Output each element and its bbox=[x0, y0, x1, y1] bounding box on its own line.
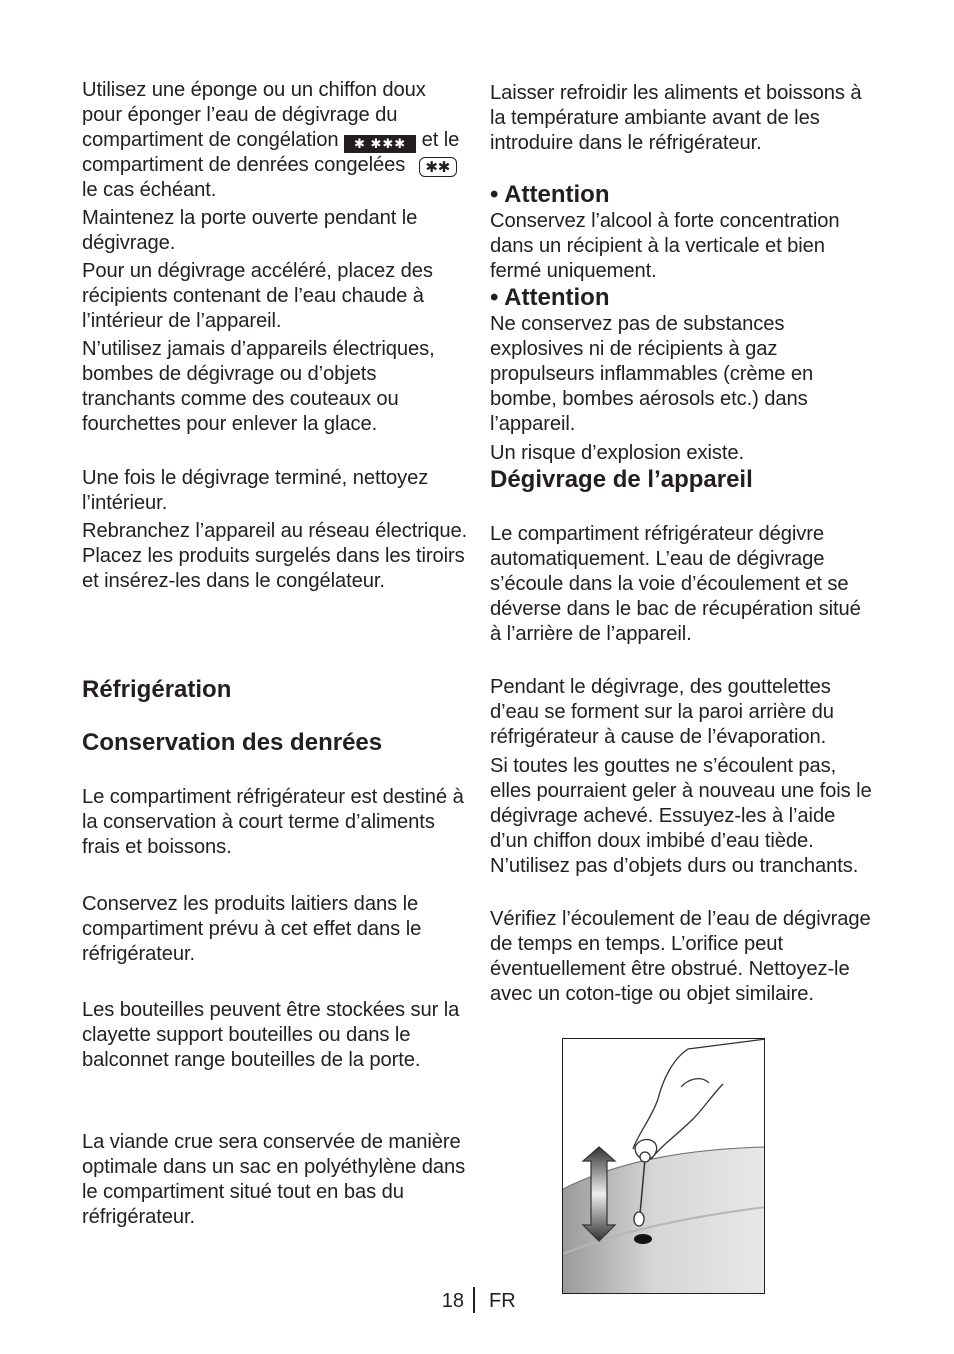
paragraph-wipe: Si toutes les gouttes ne s’écoulent pas, elles pourraient geler à nouveau une fois le dégivrage achevé. Essuyez-les à l’aide d’un chiffon doux imbibé d’eau tiède. N’utilisez pas d’objets durs ou tranchants. bbox=[490, 755, 872, 877]
language-code: FR bbox=[489, 1290, 516, 1312]
paragraph-explosion-risk: Un risque d’explosion existe. bbox=[490, 442, 745, 464]
paragraph-clean: Une fois le dégivrage terminé, nettoyez l’intérieur. bbox=[82, 467, 429, 514]
attention-text-1: Conservez l’alcool à forte concentration dans un récipient à la verticale et bien fermé uniquement. bbox=[490, 210, 840, 282]
attention-heading-2: • Attention bbox=[490, 284, 610, 311]
frozen-two-star-icon: ✱✱ bbox=[419, 157, 457, 177]
drain-cleaning-illustration bbox=[562, 1038, 765, 1294]
paragraph-reconnect: Rebranchez l’appareil au réseau électrique. Placez les produits surgelés dans les tiroirs et insérez-les dans le congélateur. bbox=[82, 520, 468, 592]
paragraph-bottles: Les bouteilles peuvent être stockées sur la clayette support bouteilles ou dans le balconnet range bouteilles de la porte. bbox=[82, 999, 460, 1071]
paragraph-auto-defrost: Le compartiment réfrigérateur dégivre automatiquement. L’eau de dégivrage s’écoule dans la voie d’écoulement et se déverse dans le bac de récupération situé à l’arrière de l’appareil. bbox=[490, 523, 861, 645]
heading-refrigeration: Réfrigération bbox=[82, 676, 232, 703]
footer-divider bbox=[473, 1287, 475, 1313]
paragraph-droplets: Pendant le dégivrage, des gouttelettes d’eau se forment sur la paroi arrière du réfrigérateur à cause de l’évaporation. bbox=[490, 676, 834, 748]
paragraph-check-drain: Vérifiez l’écoulement de l’eau de dégivrage de temps en temps. L’orifice peut éventuellement être obstrué. Nettoyez-le avec un coton-tige ou objet similaire. bbox=[490, 908, 871, 1005]
drain-cleaning-drawing bbox=[563, 1039, 765, 1294]
paragraph-fridge-purpose: Le compartiment réfrigérateur est destiné à la conservation à court terme d’aliments frais et boissons. bbox=[82, 786, 464, 858]
paragraph-accelerated: Pour un dégivrage accéléré, placez des récipients contenant de l’eau chaude à l’intérieur de l’appareil. bbox=[82, 260, 433, 332]
paragraph-raw-meat: La viande crue sera conservée de manière optimale dans un sac en polyéthylène dans le compartiment situé tout en bas du réfrigérateur. bbox=[82, 1131, 466, 1228]
freezer-three-star-icon: ✱ ✱✱✱ bbox=[344, 135, 416, 153]
paragraph-dairy: Conservez les produits laitiers dans le compartiment prévu à cet effet dans le réfrigérateur. bbox=[82, 893, 422, 965]
paragraph-door-open: Maintenez la porte ouverte pendant le dégivrage. bbox=[82, 207, 418, 254]
heading-conservation: Conservation des denrées bbox=[82, 729, 383, 756]
page-number: 18 bbox=[441, 1290, 464, 1312]
attention-heading-1: • Attention bbox=[490, 181, 610, 208]
page-footer bbox=[0, 1287, 954, 1315]
paragraph-sponge: Utilisez une éponge ou un chiffon doux pour éponger l’eau de dégivrage du compartiment de congélation ✱ ✱✱✱ et le compartiment de denrées congelées ✱✱ le cas échéant. bbox=[82, 79, 460, 201]
paragraph-cool-food: Laisser refroidir les aliments et boissons à la température ambiante avant de les introduire dans le réfrigérateur. bbox=[490, 82, 862, 154]
paragraph-never-use: N’utilisez jamais d’appareils électriques, bombes de dégivrage ou d’objets tranchants comme des couteaux ou fourchettes pour enlever la glace. bbox=[82, 338, 435, 435]
heading-defrost: Dégivrage de l’appareil bbox=[490, 466, 753, 493]
attention-text-2: Ne conservez pas de substances explosives ni de récipients à gaz propulseurs inflammables (crème en bombe, bombes aérosols etc.) dans l’appareil. bbox=[490, 313, 814, 435]
